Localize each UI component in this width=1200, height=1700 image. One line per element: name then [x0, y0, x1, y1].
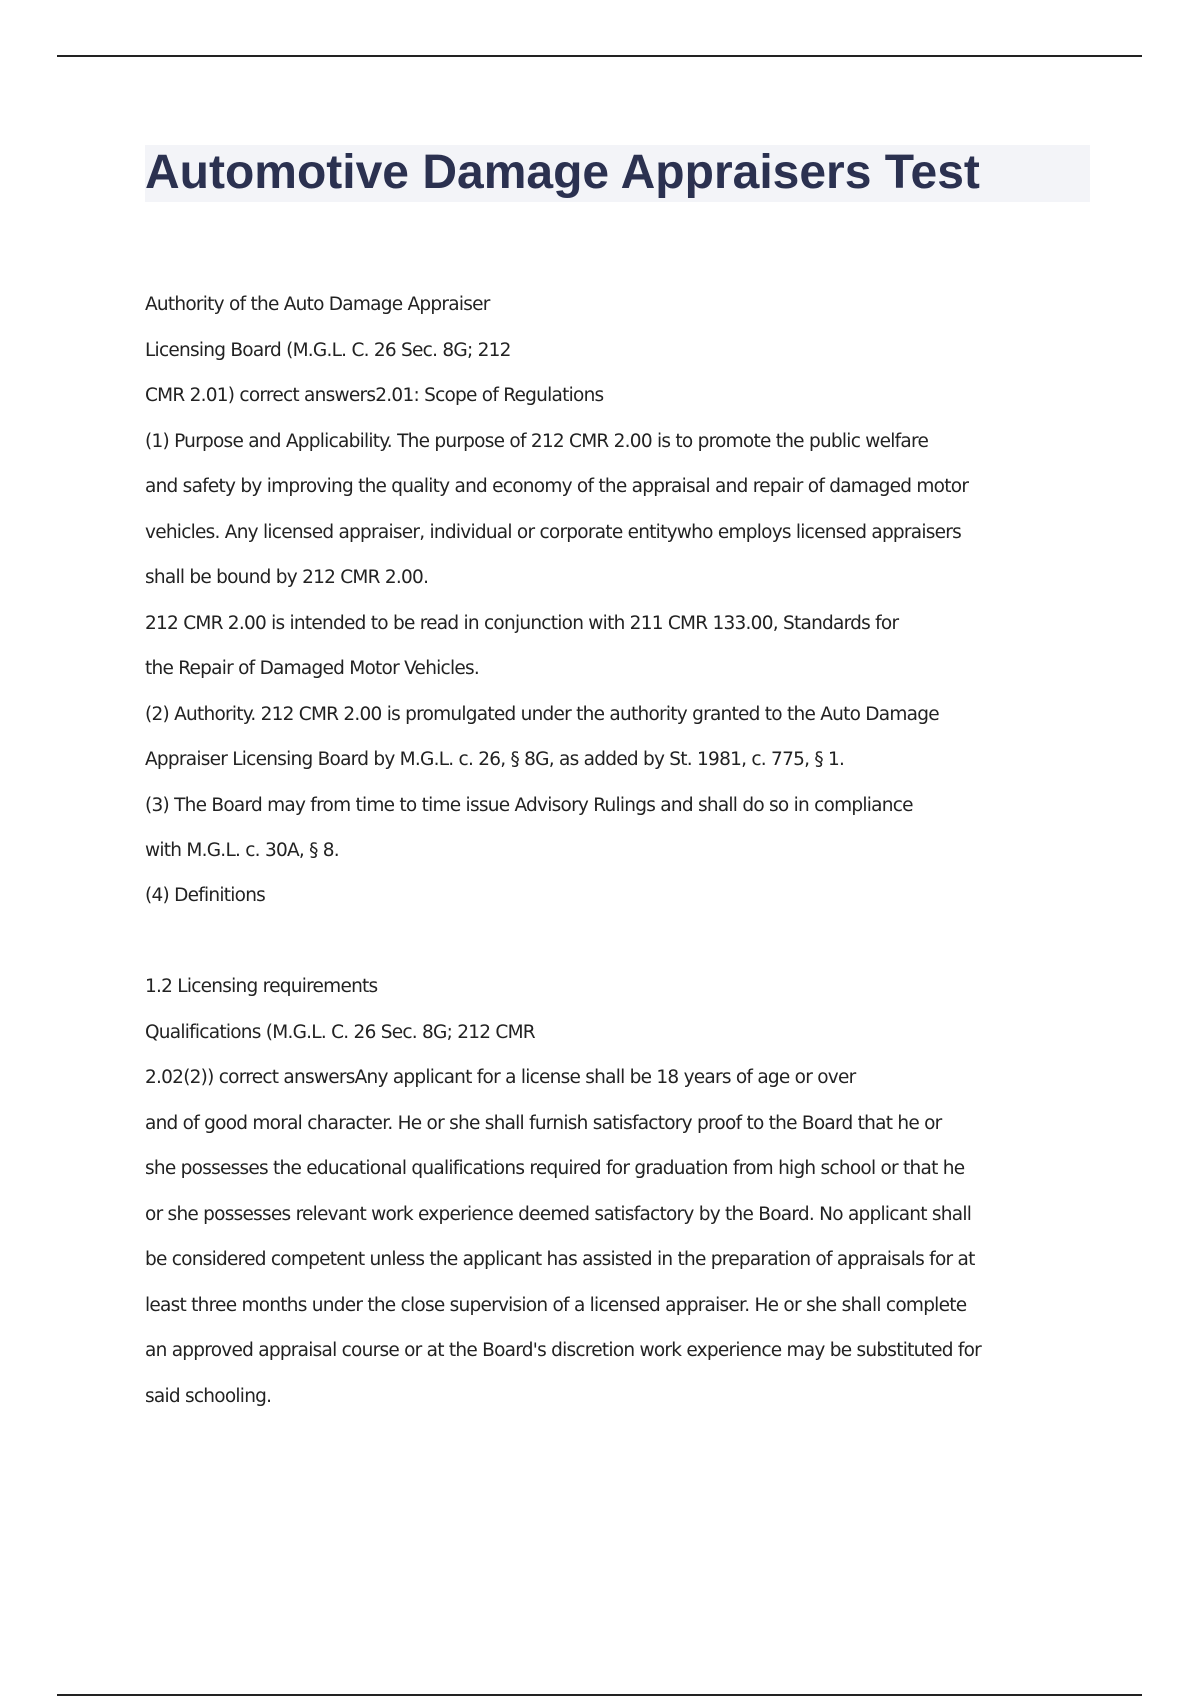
body-line: (3) The Board may from time to time issue Advisory Rulings and shall do so in compliance [145, 795, 913, 816]
body-line: Licensing Board (M.G.L. C. 26 Sec. 8G; 212 [145, 340, 511, 361]
body-line: she possesses the educational qualifications required for graduation from high school or that he [145, 1158, 965, 1179]
body-line: and safety by improving the quality and economy of the appraisal and repair of damaged motor [145, 476, 969, 497]
body-line: be considered competent unless the applicant has assisted in the preparation of appraisals for at [145, 1249, 975, 1270]
body-line: an approved appraisal course or at the Board's discretion work experience may be substituted for [145, 1340, 982, 1361]
top-rule [57, 55, 1142, 57]
body-line: and of good moral character. He or she shall furnish satisfactory proof to the Board that he or [145, 1113, 942, 1134]
body-line: CMR 2.01) correct answers2.01: Scope of Regulations [145, 385, 604, 406]
body-line: the Repair of Damaged Motor Vehicles. [145, 658, 480, 679]
body-line: Authority of the Auto Damage Appraiser [145, 294, 490, 315]
bottom-rule [57, 1694, 1142, 1696]
body-line: 212 CMR 2.00 is intended to be read in conjunction with 211 CMR 133.00, Standards for [145, 613, 899, 634]
body-line: (2) Authority. 212 CMR 2.00 is promulgated under the authority granted to the Auto Damage [145, 704, 939, 725]
body-line: (4) Definitions [145, 885, 266, 906]
body-line: (1) Purpose and Applicability. The purpose of 212 CMR 2.00 is to promote the public welfare [145, 431, 929, 452]
page-title: Automotive Damage Appraisers Test [145, 146, 980, 199]
body-line: Qualifications (M.G.L. C. 26 Sec. 8G; 212 CMR [145, 1022, 535, 1043]
body-line: Appraiser Licensing Board by M.G.L. c. 26, § 8G, as added by St. 1981, c. 775, § 1. [145, 749, 845, 770]
section-heading: 1.2 Licensing requirements [145, 976, 378, 997]
body-line: vehicles. Any licensed appraiser, individual or corporate entitywho employs licensed appraisers [145, 522, 962, 543]
body-line: with M.G.L. c. 30A, § 8. [145, 840, 339, 861]
body-line: or she possesses relevant work experience deemed satisfactory by the Board. No applicant shall [145, 1204, 972, 1225]
body-line: shall be bound by 212 CMR 2.00. [145, 567, 429, 588]
body-line: 2.02(2)) correct answersAny applicant for a license shall be 18 years of age or over [145, 1067, 856, 1088]
body-line: said schooling. [145, 1386, 272, 1407]
body-line: least three months under the close supervision of a licensed appraiser. He or she shall complete [145, 1295, 967, 1316]
